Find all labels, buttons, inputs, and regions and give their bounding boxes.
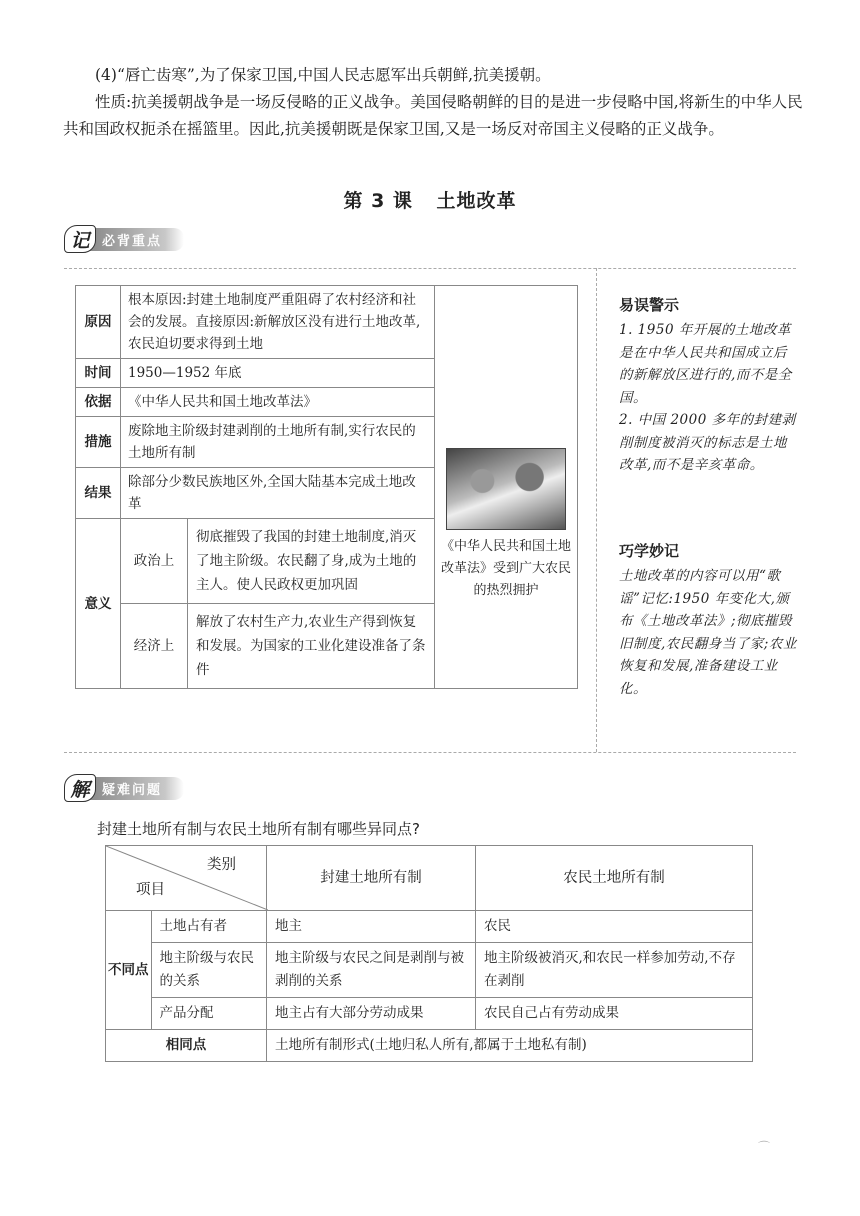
table-header-row: [106, 846, 753, 911]
row-item: 地主阶级与农民的关系: [151, 943, 266, 998]
diagonal-line: [106, 846, 268, 910]
cell-peasant: 地主阶级被消灭,和农民一样参加劳动,不存在剥削: [476, 943, 753, 998]
lesson-number: 第 3 课: [343, 190, 413, 212]
table-row: [106, 1030, 753, 1062]
lesson-title: [0, 186, 860, 213]
row-label: 原因: [76, 286, 121, 359]
cell-peasant: 农民: [476, 911, 753, 943]
political-content: 彻底摧毁了我国的封建土地制度,消灭了地主阶级。农民翻了身,成为土地的主人。使人民政权更加巩固: [188, 519, 435, 604]
intro-point-4: [63, 62, 808, 143]
table-row: [106, 998, 753, 1030]
row-label: 措施: [76, 417, 121, 468]
key-points-table: [75, 285, 578, 689]
badge-label: 必背重点: [90, 228, 184, 251]
intro-nature: 性质:抗美援朝战争是一场反侵略的正义战争。美国侵略朝鲜的目的是进一步侵略中国,将新生的中华人民共和国政权扼杀在摇篮里。因此,抗美援朝既是保家卫国,又是一场反对帝国主义侵略的正义战争。: [63, 93, 803, 138]
cell-peasant: 农民自己占有劳动成果: [476, 998, 753, 1030]
comparison-table: [105, 845, 753, 1062]
table-row: [106, 943, 753, 998]
intro-line-4: (4)“唇亡齿寒”,为了保家卫国,中国人民志愿军出兵朝鲜,抗美援朝。: [95, 66, 551, 84]
warning-item-2: 2. 中国 2000 多年的封建剥削制度被消灭的标志是土地改革,而不是辛亥革命。: [619, 412, 796, 473]
cell-feudal: 地主: [267, 911, 476, 943]
row-content: 废除地主阶级封建剥削的土地所有制,实行农民的土地所有制: [121, 417, 435, 468]
divider-top: [64, 268, 796, 269]
warning-title: 易误警示: [619, 296, 680, 314]
row-item: 产品分配: [151, 998, 266, 1030]
significance-label: 意义: [76, 519, 121, 689]
header-peasant: 农民土地所有制: [476, 846, 753, 911]
row-item: 土地占有者: [151, 911, 266, 943]
diff-label: 不同点: [106, 911, 152, 1030]
photo-caption: 《中华人民共和国土地改革法》受到广大农民的热烈拥护: [441, 539, 572, 598]
warning-box: [619, 294, 797, 477]
economic-content: 解放了农村生产力,农业生产得到恢复和发展。为国家的工业化建设准备了条件: [188, 604, 435, 689]
header-category: 类别: [207, 857, 236, 873]
tip-box: [619, 540, 797, 700]
land-reform-photo: [446, 448, 566, 530]
table-row: [76, 286, 578, 359]
same-label: 相同点: [106, 1030, 267, 1062]
row-content: 根本原因:封建土地制度严重阻碍了农村经济和社会的发展。直接原因:新解放区没有进行土地改革,农民迫切要求得到土地: [121, 286, 435, 359]
badge-char: 记: [64, 225, 96, 253]
photo-cell: [435, 286, 578, 689]
cell-feudal: 地主占有大部分劳动成果: [267, 998, 476, 1030]
question-text: 封建土地所有制与农民土地所有制有哪些异同点?: [97, 820, 420, 838]
section-badge-memorize: [64, 226, 184, 252]
warning-item-1: 1. 1950 年开展的土地改革是在中华人民共和国成立后的新解放区进行的,而不是全国。: [619, 322, 792, 406]
row-label: 依据: [76, 388, 121, 417]
row-label: 结果: [76, 468, 121, 519]
page-corner-mark: ⌒: [758, 1140, 771, 1154]
section-badge-questions: [64, 775, 184, 801]
row-label: 时间: [76, 359, 121, 388]
row-content: 除部分少数民族地区外,全国大陆基本完成土地改革: [121, 468, 435, 519]
row-content: 1950—1952 年底: [121, 359, 435, 388]
political-label: 政治上: [121, 519, 188, 604]
cell-feudal: 地主阶级与农民之间是剥削与被剥削的关系: [267, 943, 476, 998]
badge-char: 解: [64, 774, 96, 802]
same-content: 土地所有制形式(土地归私人所有,都属于土地私有制): [267, 1030, 753, 1062]
header-item: 项目: [136, 882, 165, 898]
row-content: 《中华人民共和国土地改革法》: [121, 388, 435, 417]
tip-title: 巧学妙记: [619, 542, 680, 560]
table-row: [106, 911, 753, 943]
divider-bottom: [64, 752, 796, 753]
divider-vertical: [596, 268, 597, 752]
diagonal-header-cell: [106, 846, 267, 911]
economic-label: 经济上: [121, 604, 188, 689]
lesson-name: 土地改革: [436, 190, 517, 212]
tip-content: 土地改革的内容可以用“歌谣”记忆:1950 年变化大,颁布《土地改革法》;彻底摧毁旧制度,农民翻身当了家;农业恢复和发展,准备建设工业化。: [619, 568, 797, 697]
header-feudal: 封建土地所有制: [267, 846, 476, 911]
badge-label: 疑难问题: [90, 777, 184, 800]
